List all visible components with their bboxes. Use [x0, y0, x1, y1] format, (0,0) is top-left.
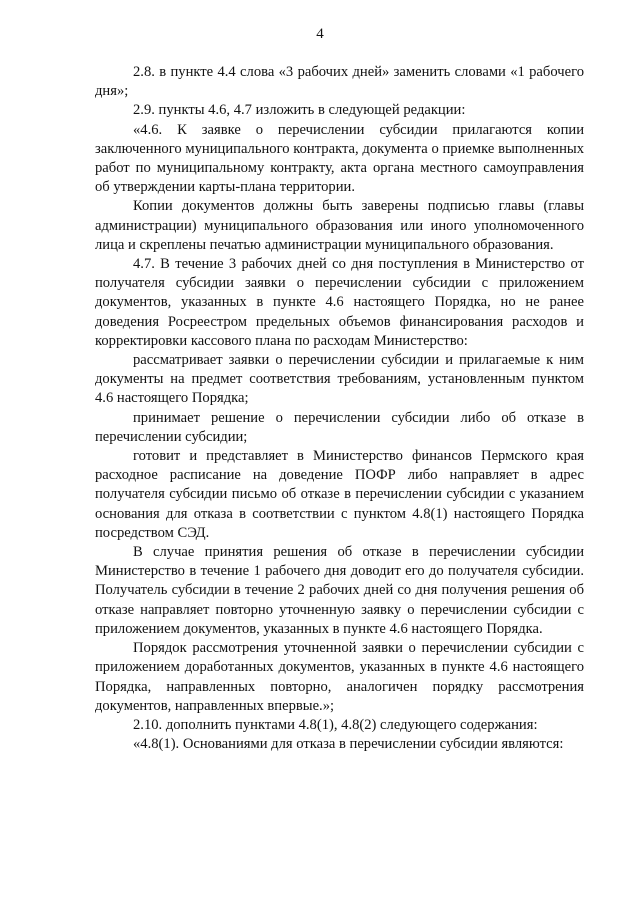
paragraph-4-7: 4.7. В течение 3 рабочих дней со дня поступления в Министерство от получателя субсидии заявки о перечислении субсидии с приложением документов, указанных в пункте 4.6 настоящего Порядка, но не ранее доведения Росреестром предельных объемов финансирования расходов и корректировки кассового плана по расходам Министерство: — [95, 256, 584, 349]
paragraph-makes-decision: принимает решение о перечислении субсидии либо об отказе в перечислении субсидии; — [95, 409, 584, 445]
paragraph-copies-certification: Копии документов должны быть заверены подписью главы (главы администрации) муниципального образования или иного уполномоченного лица и скреплены печатью администрации муниципального образования. — [95, 198, 584, 253]
paragraph-reviews-applications: рассматривает заявки о перечислении субсидии и прилагаемые к ним документы на предмет соответствия требованиям, установленным пунктом 4.6 настоящего Порядка; — [95, 352, 584, 407]
paragraph-4-6: «4.6. К заявке о перечислении субсидии прилагаются копии заключенного муниципального контракта, документа о приемке выполненных работ по муниципальному контракту, акта органа местного самоуправления об утверждении карты-плана территории. — [95, 121, 584, 196]
page-number: 4 — [316, 26, 324, 42]
paragraph-4-8-1: «4.8(1). Основаниями для отказа в перечислении субсидии являются: — [133, 736, 564, 753]
paragraph-2-9: 2.9. пункты 4.6, 4.7 изложить в следующей редакции: — [133, 102, 466, 119]
paragraph-refusal-case: В случае принятия решения об отказе в перечислении субсидии Министерство в течение 1 рабочего дня доводит его до получателя субсидии. Получатель субсидии в течение 2 рабочих дней со дня получения решения об отказе направляет повторно уточненную заявку о перечислении субсидии с приложением документов, указанных в пункте 4.6 настоящего Порядка. — [95, 544, 584, 637]
paragraph-prepares-schedule: готовит и представляет в Министерство финансов Пермского края расходное расписание на доведение ПОФР либо направляет в адрес получателя субсидии письмо об отказе в перечислении субсидии с указанием основания для отказа в соответствии с пунктом 4.8(1) настоящего Порядка посредством СЭД. — [95, 448, 584, 541]
document-body — [95, 63, 584, 754]
paragraph-review-procedure: Порядок рассмотрения уточненной заявки о перечислении субсидии с приложением доработанных документов, указанных в пункте 4.6 настоящего Порядка, направленных повторно, аналогичен порядку рассмотрения документов, направленных впервые.»; — [95, 640, 584, 714]
paragraph-2-8: 2.8. в пункте 4.4 слова «3 рабочих дней» заменить словами «1 рабочего дня»; — [95, 64, 584, 100]
paragraph-2-10: 2.10. дополнить пунктами 4.8(1), 4.8(2) следующего содержания: — [133, 716, 538, 733]
